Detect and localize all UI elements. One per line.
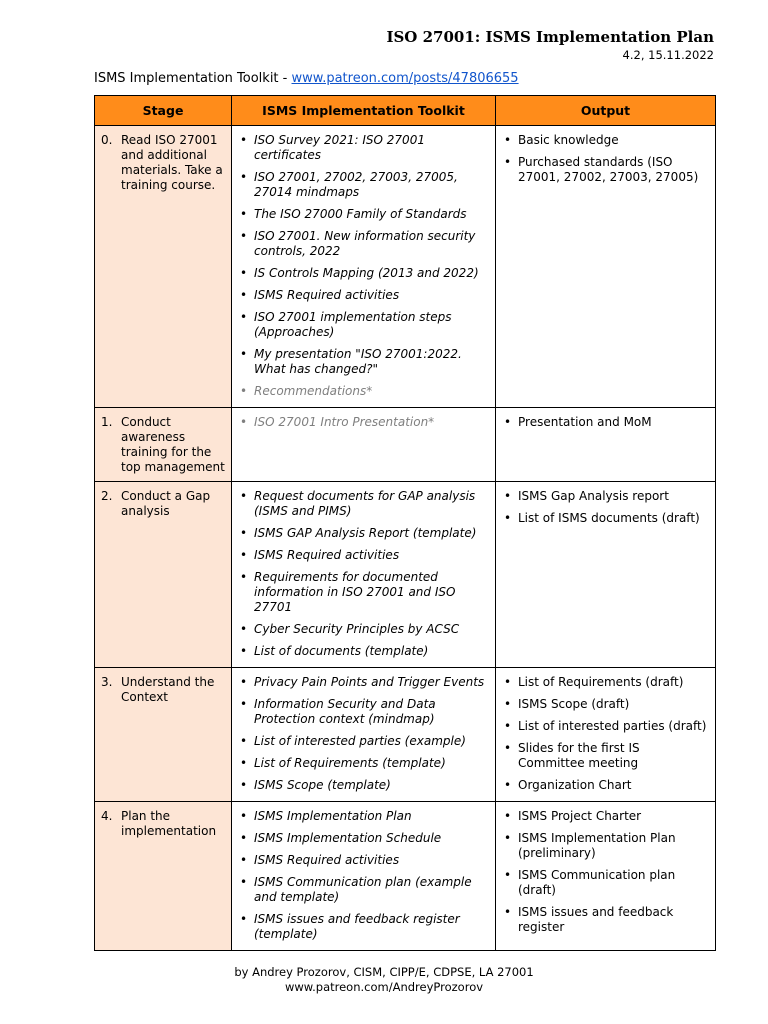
table-row (95, 668, 716, 802)
output-item: • ISMS Communication plan (draft) (518, 868, 709, 898)
toolkit-item: • ISO 27001 Intro Presentation* (254, 415, 489, 430)
output-list (496, 126, 715, 193)
output-item: • List of Requirements (draft) (518, 675, 709, 690)
output-item: • ISMS issues and feedback register (518, 905, 709, 935)
toolkit-item: • ISMS Required activities (254, 288, 489, 303)
stage-cell (95, 126, 232, 408)
stage-content (95, 126, 231, 193)
output-cell (496, 482, 716, 668)
toolkit-item: • ISO 27001. New information security controls, 2022 (254, 229, 489, 259)
toolkit-cell (232, 802, 496, 951)
toolkit-list (232, 802, 495, 950)
toolkit-item: • List of documents (template) (254, 644, 489, 659)
output-item: • Organization Chart (518, 778, 709, 793)
toolkit-item: • ISMS GAP Analysis Report (template) (254, 526, 489, 541)
output-item: • ISMS Gap Analysis report (518, 489, 709, 504)
toolkit-item: • ISMS Implementation Plan (254, 809, 489, 824)
output-item: • List of interested parties (draft) (518, 719, 709, 734)
toolkit-item: • Requirements for documented information in ISO 27001 and ISO 27701 (254, 570, 489, 615)
table-row (95, 482, 716, 668)
toolkit-list (232, 482, 495, 667)
output-item: • ISMS Scope (draft) (518, 697, 709, 712)
stage-number: 4. (101, 809, 113, 823)
implementation-table (94, 95, 716, 951)
toolkit-item: • ISO 27001 implementation steps (Approaches) (254, 310, 489, 340)
toolkit-item: • ISO Survey 2021: ISO 27001 certificates (254, 133, 489, 163)
stage-description: Read ISO 27001 and additional materials. Take a training course. (121, 133, 223, 192)
output-cell (496, 802, 716, 951)
stage-content (95, 802, 231, 839)
output-list (496, 668, 715, 801)
toolkit-label: ISMS Implementation Toolkit - (94, 71, 292, 86)
output-list (496, 482, 715, 534)
output-item: • List of ISMS documents (draft) (518, 511, 709, 526)
stage-cell (95, 408, 232, 482)
toolkit-item: • ISO 27001, 27002, 27003, 27005, 27014 mindmaps (254, 170, 489, 200)
stage-cell (95, 668, 232, 802)
stage-description: Understand the Context (121, 675, 215, 704)
toolkit-link[interactable]: www.patreon.com/posts/47806655 (291, 71, 519, 86)
toolkit-item: • Privacy Pain Points and Trigger Events (254, 675, 489, 690)
output-list (496, 408, 715, 438)
footer-url: www.patreon.com/AndreyProzorov (284, 980, 484, 994)
toolkit-list (232, 408, 495, 438)
output-item: • ISMS Project Charter (518, 809, 709, 824)
stage-content (95, 408, 231, 475)
table-row (95, 408, 716, 482)
output-list (496, 802, 715, 943)
output-item: • Slides for the first IS Committee meeting (518, 741, 709, 771)
toolkit-item: • My presentation "ISO 27001:2022. What has changed?" (254, 347, 489, 377)
toolkit-list (232, 668, 495, 801)
toolkit-line (94, 71, 519, 86)
column-header-stage: Stage (95, 96, 232, 126)
stage-number: 1. (101, 415, 113, 429)
stage-content (95, 482, 231, 519)
toolkit-item: • ISMS issues and feedback register (template) (254, 912, 489, 942)
toolkit-item: • List of Requirements (template) (254, 756, 489, 771)
table-row (95, 126, 716, 408)
column-header-toolkit: ISMS Implementation Toolkit (232, 96, 496, 126)
stage-description: Conduct a Gap analysis (121, 489, 211, 518)
table-body (95, 126, 716, 951)
output-item: • Purchased standards (ISO 27001, 27002, 27003, 27005) (518, 155, 709, 185)
document-title: ISO 27001: ISMS Implementation Plan (386, 28, 714, 46)
toolkit-cell (232, 668, 496, 802)
toolkit-item: • Recommendations* (254, 384, 489, 399)
output-item: • Presentation and MoM (518, 415, 709, 430)
toolkit-item: • Request documents for GAP analysis (ISMS and PIMS) (254, 489, 489, 519)
footer-author: by Andrey Prozorov, CISM, CIPP/E, CDPSE, LA 27001 (234, 965, 534, 979)
toolkit-cell (232, 126, 496, 408)
output-cell (496, 668, 716, 802)
version-date: 4.2, 15.11.2022 (622, 48, 714, 62)
toolkit-item: • ISMS Scope (template) (254, 778, 489, 793)
output-cell (496, 126, 716, 408)
column-header-output: Output (496, 96, 716, 126)
stage-cell (95, 482, 232, 668)
toolkit-cell (232, 408, 496, 482)
toolkit-item: • The ISO 27000 Family of Standards (254, 207, 489, 222)
stage-number: 3. (101, 675, 113, 689)
output-cell (496, 408, 716, 482)
table-header-row (95, 96, 716, 126)
toolkit-item: • List of interested parties (example) (254, 734, 489, 749)
toolkit-item: • IS Controls Mapping (2013 and 2022) (254, 266, 489, 281)
stage-description: Conduct awareness training for the top management (121, 415, 225, 474)
output-item: • ISMS Implementation Plan (preliminary) (518, 831, 709, 861)
toolkit-item: • Cyber Security Principles by ACSC (254, 622, 489, 637)
stage-description: Plan the implementation (121, 809, 217, 838)
footer (0, 965, 768, 995)
output-item: • Basic knowledge (518, 133, 709, 148)
stage-cell (95, 802, 232, 951)
toolkit-item: • ISMS Communication plan (example and template) (254, 875, 489, 905)
toolkit-item: • ISMS Required activities (254, 548, 489, 563)
toolkit-item: • Information Security and Data Protection context (mindmap) (254, 697, 489, 727)
stage-content (95, 668, 231, 705)
toolkit-cell (232, 482, 496, 668)
toolkit-item: • ISMS Implementation Schedule (254, 831, 489, 846)
stage-number: 0. (101, 133, 113, 147)
table-row (95, 802, 716, 951)
toolkit-list (232, 126, 495, 407)
toolkit-item: • ISMS Required activities (254, 853, 489, 868)
stage-number: 2. (101, 489, 113, 503)
